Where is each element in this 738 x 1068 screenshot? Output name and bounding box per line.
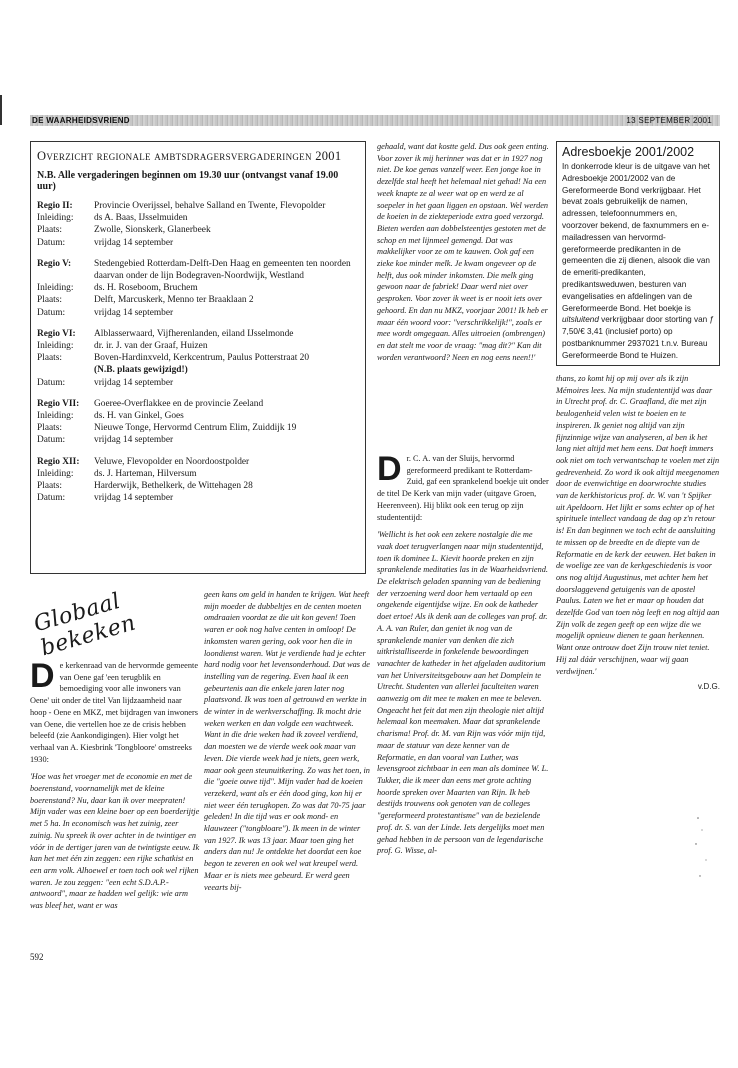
datum-value: vrijdag 14 september — [94, 435, 174, 446]
regio-block — [37, 200, 359, 249]
plaats-label: Plaats: — [37, 423, 62, 434]
regio-block — [37, 258, 359, 319]
datum-label: Datum: — [37, 307, 66, 318]
adresboekje-text — [562, 161, 714, 362]
sluijs-intro — [377, 450, 549, 523]
datum-label: Datum: — [37, 493, 66, 504]
plaats-value: Harderwijk, Bethelkerk, de Wittehagen 28 — [94, 481, 253, 492]
regio-area: Provincie Overijssel, behalve Salland en Twente, Flevopolder — [94, 201, 326, 211]
inleiding-label: Inleiding: — [37, 283, 74, 294]
sluijs-quote-continued: thans, zo komt hij op mij over als ik zijn Mémoires lees. Na mijn studententijd was daar in Utrecht prof. dr. C. Graafland, die met zijn beulogenheid velen wist te boeien en te inspireren. Ik geniet nog altijd van zijn fijnzinnige wijze van analyseren, al ben ik het lang niet altijd met hem eens. Dat hoeft immers ook niet om toch verwantschap te voelen met zijn gedrevenheid. Zo word ik ook altijd meegenomen door de evenwichtige en doorwrochte studies van de kerkhistoricus prof. dr. W. van 't Spijker uit Apeldoorn. Het lijkt er soms echter op of het spirituele intellect vandaag de dag op z'n retour is! En dan beginnen we toch echt de aansluiting te missen op de breedte en de diepte van de Reformatie en de kerk der eeuwen. Het baken in de woelige zee van de kerkgeschiedenis is voor ons nog altijd Augustinus, met achter hem het doorslaggevend getuigenis van de apostel Paulus. Laten we het er maar op houden dat dezelfde God van toen nòg leeft en nog altijd aan Zijn volk de zegen geeft op een wijze die we mogelijk opnieuw dienen te gaan herkennen. Want onze ontrouw doet Zijn trouw niet teniet. Hij zal dáár verschijnen, waar wij gaan verdwijnen.' — [556, 374, 720, 676]
regio-area: Alblasserwaard, Vijfherenlanden, eiland IJsselmonde — [94, 328, 294, 339]
plaats-label: Plaats: — [37, 353, 62, 364]
adresboekje-box — [556, 141, 720, 366]
datum-value: vrijdag 14 september — [94, 377, 174, 388]
page-number: 592 — [30, 952, 44, 962]
datum-label: Datum: — [37, 435, 66, 446]
regio-box-note: N.B. Alle vergaderingen beginnen om 19.30 uur (ontvangst vanaf 19.00 uur) — [37, 170, 339, 192]
regio-block — [37, 456, 359, 505]
column-3-text — [556, 373, 720, 693]
column-middle-text — [204, 589, 370, 893]
scan-artifact-marks — [688, 810, 718, 890]
regio-name: Regio II: — [37, 201, 73, 211]
regio-block — [37, 398, 359, 447]
dropcap: D — [30, 657, 55, 695]
sluijs-intro-text: r. C. A. van der Sluijs, hervormd gereformeerd predikant te Rotterdam-Zuid, gaf een sprankelend boekje uit onder de titel De Kerk van mijn vader (uitgave Groen, Heerenveen). Hij blikt ook een terug op zijn studententijd: — [377, 454, 549, 522]
regio-box-title: Overzicht regionale ambtsdragersvergaderingen 2001 — [37, 149, 342, 163]
globaal-bekeken-heading: Globaal bekeken — [31, 588, 139, 662]
adresboekje-title: Adresboekje 2001/2002 — [562, 145, 695, 159]
regio-block — [37, 328, 359, 389]
author-signature: v.D.G. — [697, 682, 720, 692]
sluijs-quote: 'Wellicht is het ook een zekere nostalgie die me vaak doet terugverlangen naar mijn studententijd, toen ik dominee L. Kievit hoorde preken en zijn sprankelende meditaties las in de Waarheidsvriend. De elektrisch geladen spanning van de bediening der verzoening werd door hem vertaald op een ongekende eigentijdse wijze. En ook de katheder doet ertoe! Als ik denk aan de colleges van prof. dr. A. A. van Ruler, dan geniet ik nog van de sprankelende manier van denken die zich uitkristalliseerde in fonkelende bewoordingen vanachter de katheder in het afgeladen auditorium van het Universiteitsgebouw aan het Domplein te Utrecht. Studenten van allerlei faculteiten waren aanwezig om dit mee te maken en mee te beleven. Ongeacht het feit dat men zijn theologie niet altijd helemaal kon meemaken. Maar dat sprankelende charisma! Prof. dr. M. van Rijn was vóór mijn tijd, maar de statuur van deze kenner van de Reformatie, en dan vooral van Luther, was levensgroot zichtbaar in een man als dominee W. L. Tukker, die ik meer dan eens met grote achting hoorde spreken over Maarten van Rijn. Ik heb destijds trouwens ook genoten van de colleges "gereformeerd protestantisme" van de bezielende prof. dr. S. van der Linde. Iets dergelijks moet men gehad hebben in de persoon van de legendarische prof. G. Wisse, al- — [377, 530, 549, 856]
datum-label: Datum: — [37, 377, 66, 388]
inleiding-value: ds. J. Harteman, Hilversum — [94, 468, 197, 479]
oene-quote-continued: geen kans om geld in handen te krijgen. Wat heeft mijn moeder de dubbeltjes en de centen moeten omdraaien voordat ze die uit kon geven! Toen waren er ook nog halve centen in omloop! De inkomsten waren gering, ook voor hen die in loondienst waren. Wat je verdiende had je echter hard nodig voor het levensonderhoud. Dat was de instelling van de regering. Even haal ik een gebeurtenis aan die enkele jaren later nog plaatsvond. Ik was toen al getrouwd en werkte in de winter in de werkverschaffing. Ik mocht drie weken werken en dan volgde een wachtweek. Want in die drie weken had ik zoveel verdiend, dan moesten we de vierde week ook maar van leven. Die vierde week had je niets, geen werk, maar ook geen steunuitkering. Zo was het toen, in die "goeie ouwe tijd". Mijn vader had de koeien verzekerd, want als er één dood ging, kon hij er niet weer één terugkopen. Zo was dat 70-75 jaar geleden! In die tijd was er ook mond- en klauwzeer ("tongbloare"). Ik meen in de winter van 1927. Ik was 13 jaar. Maar toen ging het anders dan nu! Je ontdekte het doordat een koe begon te zeveren en ook wel wat kreupel werd. Maar er is niets mee gebeurd. Er werd geen veearts bij- — [204, 590, 370, 892]
datum-value: vrijdag 14 september — [94, 307, 174, 318]
running-header — [30, 115, 720, 126]
page-edge-mark — [0, 95, 2, 125]
adresboekje-text-1: In donkerrode kleur is de uitgave van het Adresboekje 2001/2002 van de Gereformeerde Bond verkrijgbaar. Het bevat zoals gebruikelijk de namen, adressen, telefoonnummers en, voorzover bekend, de faxnummers en e-mailadressen van hervormd-gereformeerde predikanten in de gemeenten die zij dienen, alsook die van de emeriti-predikanten, predikantsweduwen, besturen van evangelisaties en afdelingen van de Gereformeerde Bond. Het boekje is — [562, 162, 710, 313]
adresboekje-text-2: verkrijgbaar door storting van ƒ 7,50/€ 3,41 (inclusief porto) op postbanknummer 2937021 t.n.v. Bureau Gereformeerde Bond te Huizen. — [562, 315, 715, 360]
plaats-label: Plaats: — [37, 481, 62, 492]
regio-area: Goeree-Overflakkee en de provincie Zeeland — [94, 398, 264, 409]
regional-meetings-box — [30, 141, 366, 574]
plaats-label: Plaats: — [37, 225, 62, 236]
adresboekje-emphasis: uitsluitend — [562, 315, 599, 325]
inleiding-value: ds. H. van Ginkel, Goes — [94, 411, 184, 422]
plaats-value: Zwolle, Sionskerk, Glanerbeek — [94, 225, 211, 236]
plaats-value: Delft, Marcuskerk, Menno ter Braaklaan 2 — [94, 295, 254, 306]
column-2-top-text — [377, 141, 549, 363]
inleiding-label: Inleiding: — [37, 213, 74, 224]
regio-area: Veluwe, Flevopolder en Noordoostpolder — [94, 456, 250, 467]
header-date: 13 SEPTEMBER 2001 — [626, 116, 712, 125]
regio-name: Regio XII: — [37, 456, 80, 467]
regio-name: Regio V: — [37, 258, 72, 269]
plaats-value: Boven-Hardinxveld, Kerkcentrum, Paulus Potterstraat 20 — [94, 353, 310, 364]
inleiding-label: Inleiding: — [37, 411, 74, 422]
datum-value: vrijdag 14 september — [94, 493, 174, 504]
oene-intro-text: e kerkenraad van de hervormde gemeente van Oene gaf 'een terugblik en bemoediging voor alle inwoners van Oene' uit onder de titel Van lijdzaamheid naar hoop - Oene en MKZ, met bijdragen van inwoners van Oene, die vertellen hoe ze de crisis hebben beleefd (zie Aankondigingen). Hier volgt het verhaal van A. Kiesbrink 'Tongbloore' omstreeks 1930: — [30, 661, 199, 764]
header-publication: DE WAARHEIDSVRIEND — [32, 116, 130, 125]
regio-name: Regio VII: — [37, 398, 80, 409]
regio-name: Regio VI: — [37, 328, 76, 339]
inleiding-label: Inleiding: — [37, 341, 74, 352]
plaats-changed-note: (N.B. plaats gewijzigd!) — [94, 365, 188, 376]
datum-value: vrijdag 14 september — [94, 237, 174, 248]
datum-label: Datum: — [37, 237, 66, 248]
column-2-bottom-text — [377, 450, 549, 857]
dropcap: D — [377, 450, 402, 488]
continued-quote: gehaald, want dat kostte geld. Dus ook geen enting. Voor zover ik mij herinner was dat er in 1927 nog niet. De koe genas vanzelf weer. Een jonge koe in dezelfde stal heeft het helemaal niet gehad! Na een week knapte ze al weer wat op en werd ze al soepeler in het gaan liggen en opstaan. Wel werden de koeien in de ziekteperiode extra goed verzorgd. Bieten werden aan dobbelsteentjes gestoten met de schop en met lijnmeel gemengd. Dat was makkelijker voor ze om te kauwen. Ook gaf een zieke koe minder melk. Je kwam ongeveer op de helft, dus ook minder inkomsten. Die melk ging gewoon naar de fabriek! Daar werd niet over gesproken. Voor zover ik weet is er nooit iets over gehoord. En dan nu MKZ, voorjaar 2001! Ik heb er maar één woord voor: "verschrikkelijk!", zoals er mee wordt omgegaan. Alles uitroeien (ombrengen) en dat stelt me voor de vraag: "mag dit?" Kan dit worden verantwoord? Neen en nog eens neen!!' — [377, 142, 549, 362]
plaats-label: Plaats: — [37, 295, 62, 306]
inleiding-value: ds. H. Roseboom, Bruchem — [94, 283, 198, 294]
inleiding-value: ds A. Baas, IJsselmuiden — [94, 213, 188, 224]
regio-area: Stedengebied Rotterdam-Delft-Den Haag en gemeenten ten noorden daarvan onder de lijn Bodegraven-Noordwijk, Westland — [94, 258, 351, 282]
inleiding-value: dr. ir. J. van der Graaf, Huizen — [94, 341, 208, 352]
inleiding-label: Inleiding: — [37, 468, 74, 479]
oene-quote: 'Hoe was het vroeger met de economie en met de boerenstand, voornamelijk met de kleine boerenstand? Nu, daar kan ik over meepraten! Mijn vader was een kleine boer op een boerderijtje met 5 ha. In economisch was het zuinig, zeer zuinig. Nu spreek ik over achter in de twintiger en vóór in de dertiger jaren van de twintigste eeuw. Ik kan het met één zin zeggen: een rijke schatkist en een arm volk. Alhoewel er toen toch ook wel rijken waren. Je zou zeggen: "een echt S.D.A.P.-antwoord", maar ze hadden wel gelijk: wie arm was bleef het, want er was — [30, 772, 200, 911]
oene-intro — [30, 657, 200, 765]
plaats-value: Nieuwe Tonge, Hervormd Centrum Elim, Zuiddijk 19 — [94, 423, 297, 434]
column-1-bottom-text — [30, 657, 200, 912]
